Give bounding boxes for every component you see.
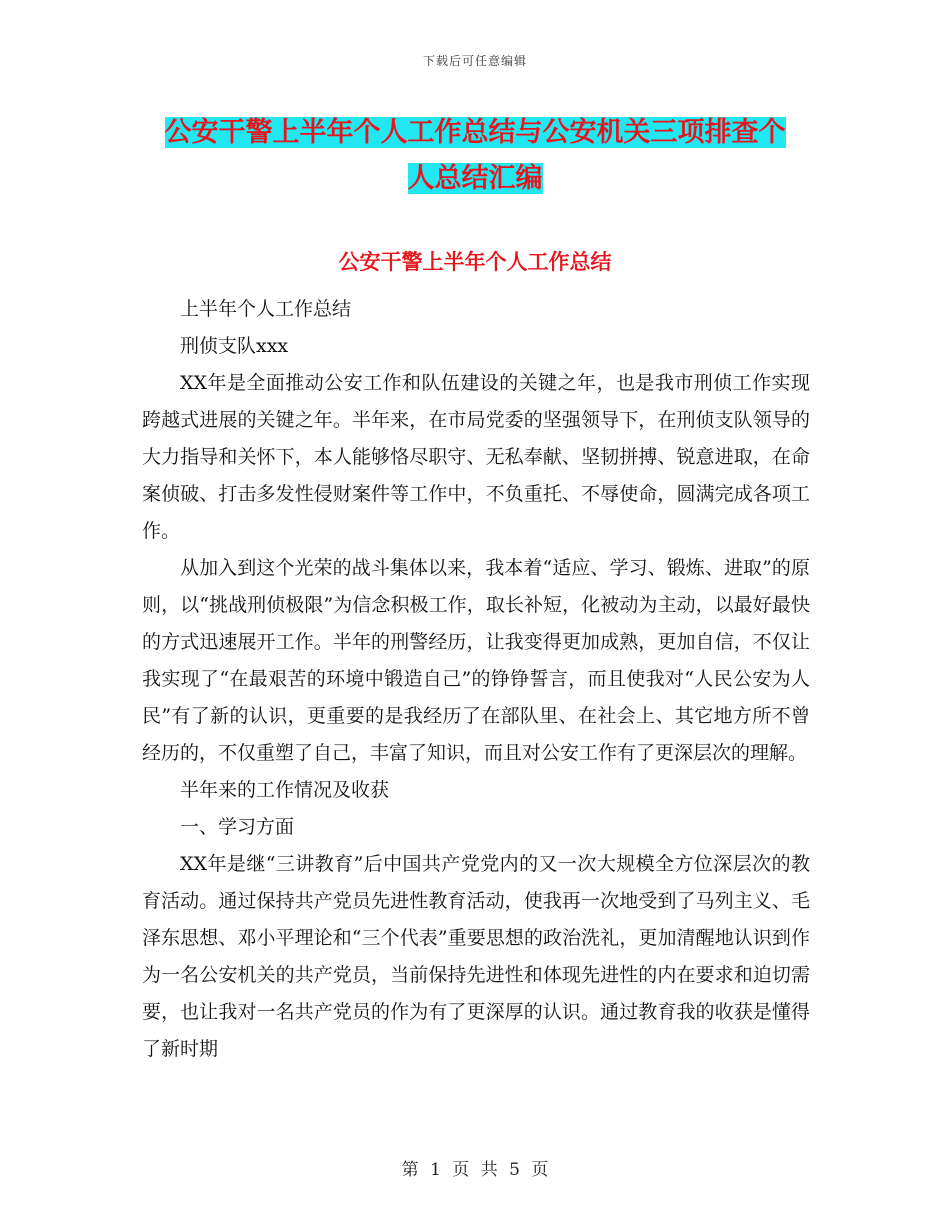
document-body	[142, 291, 810, 1068]
page-header-note: 下载后可任意编辑	[422, 54, 527, 68]
body-paragraph-1: XX年是全面推动公安工作和队伍建设的关键之年，也是我市刑侦工作实现跨越式进展的关键之年。半年来，在市局党委的坚强领导下，在刑侦支队领导的大力指导和关怀下，本人能够恪尽职守、无私奉献、坚韧拼搏、锐意进取，在命案侦破、打击多发性侵财案件等工作中，不负重托、不辱使命，圆满完成各项工作。	[142, 372, 810, 542]
body-heading-summary: 上半年个人工作总结	[180, 298, 352, 320]
document-title	[140, 110, 810, 202]
body-author: 刑侦支队xxx	[180, 335, 289, 357]
page-footer-number: 第 1 页 共 5 页	[401, 1160, 549, 1180]
body-paragraph-2: 从加入到这个光荣的战斗集体以来，我本着“适应、学习、锻炼、进取”的原则，以“挑战刑侦极限”为信念积极工作，取长补短，化被动为主动，以最好最快的方式迅速展开工作。半年的刑警经历，让我变得更加成熟，更加自信，不仅让我实现了“在最艰苦的环境中锻造自己”的铮铮誓言，而且使我对“人民公安为人民”有了新的认识，更重要的是我经历了在部队里、在社会上、其它地方所不曾经历的，不仅重塑了自己，丰富了知识，而且对公安工作有了更深层次的理解。	[142, 557, 810, 764]
body-heading-work: 半年来的工作情况及收获	[180, 779, 390, 801]
document-title-line-1: 公安干警上半年个人工作总结与公安机关三项排查个	[164, 117, 786, 148]
body-paragraph-3: XX年是继“三讲教育”后中国共产党党内的又一次大规模全方位深层次的教育活动。通过保持共产党员先进性教育活动，使我再一次地受到了马列主义、毛泽东思想、邓小平理论和“三个代表”重要思想的政治洗礼，更加清醒地认识到作为一名公安机关的共产党员，当前保持先进性和体现先进性的内在要求和迫切需要，也让我对一名共产党员的作为有了更深厚的认识。通过教育我的收获是懂得了新时期	[142, 853, 810, 1060]
body-heading-study: 一、学习方面	[180, 816, 295, 838]
document-title-line-2: 人总结汇编	[407, 163, 543, 194]
section-title: 公安干警上半年个人工作总结	[338, 250, 612, 274]
